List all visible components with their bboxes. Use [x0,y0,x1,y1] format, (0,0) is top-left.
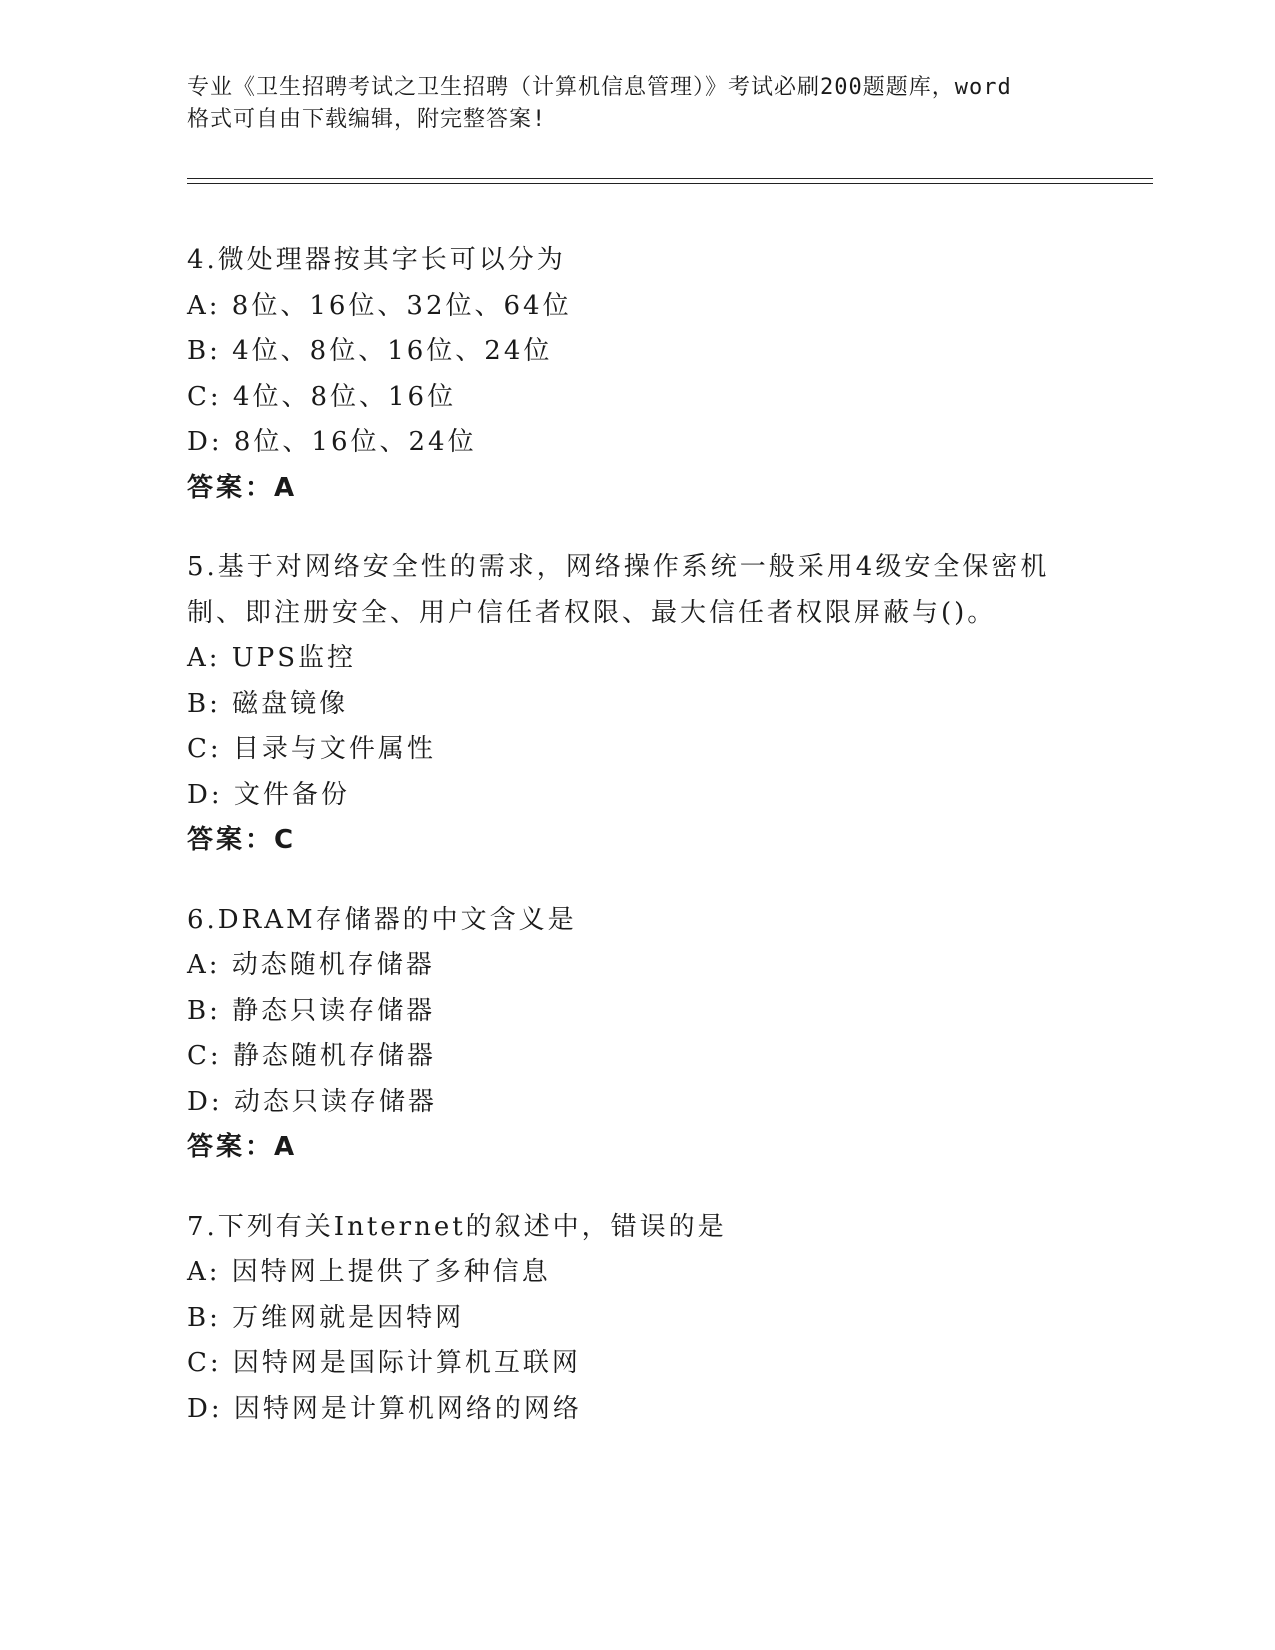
document-header [187,72,1087,136]
option-c: C: 4位、8位、16位 [187,381,457,412]
option-b: B: 万维网就是因特网 [187,1302,465,1333]
header-divider-top [187,178,1153,179]
question-stem: 4.微处理器按其字长可以分为 [187,245,566,275]
question-stem: 5.基于对网络安全性的需求，网络操作系统一般采用4级安全保密机制、即注册安全、用户信任者权限、最大信任者权限屏蔽与()。 [187,552,1050,628]
question-item [187,545,1153,864]
header-line-2: 格式可自由下载编辑，附完整答案! [187,107,547,132]
option-d: D: 因特网是计算机网络的网络 [187,1393,582,1424]
question-item [187,238,1153,511]
option-c: C: 目录与文件属性 [187,734,436,764]
option-c: C: 因特网是国际计算机互联网 [187,1348,581,1378]
option-d: D: 文件备份 [187,779,350,810]
option-a: A: 8位、16位、32位、64位 [187,290,572,321]
option-a: A: UPS监控 [187,643,357,673]
question-list [187,238,1153,1466]
header-line-1: 专业《卫生招聘考试之卫生招聘（计算机信息管理）》考试必刷200题题库，word [187,75,1012,100]
option-a: A: 因特网上提供了多种信息 [187,1257,551,1287]
option-a: A: 动态随机存储器 [187,950,435,980]
question-stem: 7.下列有关Internet的叙述中，错误的是 [187,1211,727,1242]
option-b: B: 磁盘镜像 [187,688,349,719]
option-b: B: 静态只读存储器 [187,995,436,1026]
option-c: C: 静态随机存储器 [187,1041,436,1071]
answer-text: 答案：A [187,472,298,503]
question-stem: 6.DRAM存储器的中文含义是 [187,904,577,935]
answer-text: 答案：C [187,825,297,855]
option-d: D: 动态只读存储器 [187,1086,437,1117]
option-b: B: 4位、8位、16位、24位 [187,336,553,366]
question-item [187,1205,1153,1433]
answer-text: 答案：A [187,1132,298,1162]
option-d: D: 8位、16位、24位 [187,427,477,457]
header-divider-bottom [187,183,1153,184]
question-item [187,898,1153,1171]
